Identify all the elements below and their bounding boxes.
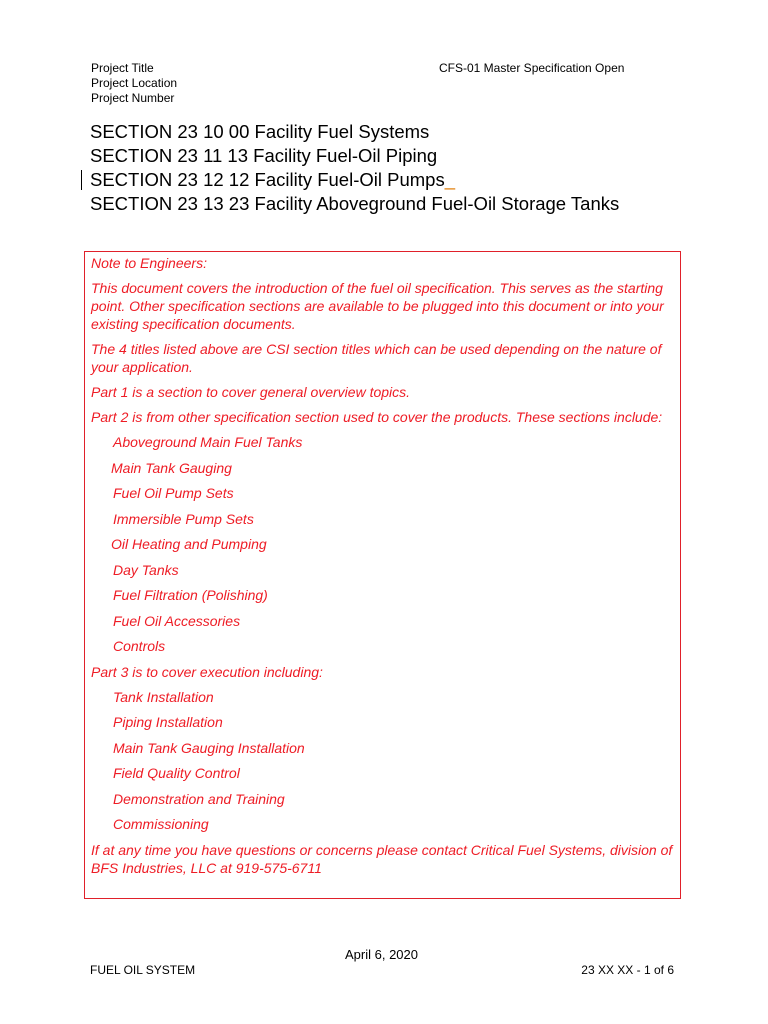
list-item: Tank Installation (113, 688, 214, 705)
list-item: Immersible Pump Sets (113, 510, 254, 527)
section-title-4: SECTION 23 13 23 Facility Aboveground Fuel-Oil Storage Tanks (90, 193, 620, 214)
header-project-info (91, 61, 177, 106)
list-item: Fuel Filtration (Polishing) (113, 587, 268, 603)
list-item: Aboveground Main Fuel Tanks (113, 434, 303, 450)
text-cursor (81, 170, 82, 190)
note-part3: Part 3 is to cover execution including: (91, 663, 323, 680)
footer-document-name: FUEL OIL SYSTEM (90, 963, 196, 977)
note-contact: If at any time you have questions or concerns please contact Critical Fuel Systems, division of BFS Industries, LLC at 919-575-6711 (91, 841, 673, 876)
footer-date: April 6, 2020 (345, 947, 418, 962)
note-intro: This document covers the introduction of the fuel oil specification. This serves as the starting point. Other specification sections are available to be plugged into this document or into your existing specification documents. (91, 280, 664, 332)
section-title-2: SECTION 23 11 13 Facility Fuel-Oil Piping (90, 145, 438, 166)
note-titles: The 4 titles listed above are CSI section titles which can be used depending on the nature of your application. (91, 341, 662, 375)
list-item: Commissioning (113, 816, 209, 832)
project-number: Project Number (91, 91, 175, 105)
list-item: Fuel Oil Accessories (113, 612, 241, 629)
insertion-mark: _ (444, 169, 455, 190)
list-item: Controls (113, 638, 166, 654)
list-item: Piping Installation (113, 714, 223, 730)
list-item: Main Tank Gauging (111, 459, 232, 476)
list-item: Oil Heating and Pumping (111, 536, 267, 552)
note-part1: Part 1 is a section to cover general overview topics. (91, 384, 411, 400)
section-title-3-text: SECTION 23 12 12 Facility Fuel-Oil Pumps (90, 169, 445, 190)
section-title-1: SECTION 23 10 00 Facility Fuel Systems (90, 121, 430, 142)
footer-page-number: 23 XX XX - 1 of 6 (581, 963, 674, 977)
note-part2: Part 2 is from other specification section used to cover the products. These sections include: (91, 409, 663, 425)
header-spec-name: CFS-01 Master Specification Open (439, 61, 625, 75)
list-item: Field Quality Control (113, 765, 240, 781)
project-title: Project Title (91, 61, 154, 75)
section-title-3[interactable] (90, 168, 619, 192)
list-item: Main Tank Gauging Installation (113, 739, 305, 756)
project-location: Project Location (91, 76, 178, 90)
note-to-engineers-box (84, 251, 681, 899)
note-heading: Note to Engineers: (91, 255, 207, 271)
list-item: Fuel Oil Pump Sets (113, 485, 234, 501)
section-titles (90, 120, 619, 216)
list-item: Demonstration and Training (113, 790, 285, 807)
list-item: Day Tanks (113, 561, 179, 578)
